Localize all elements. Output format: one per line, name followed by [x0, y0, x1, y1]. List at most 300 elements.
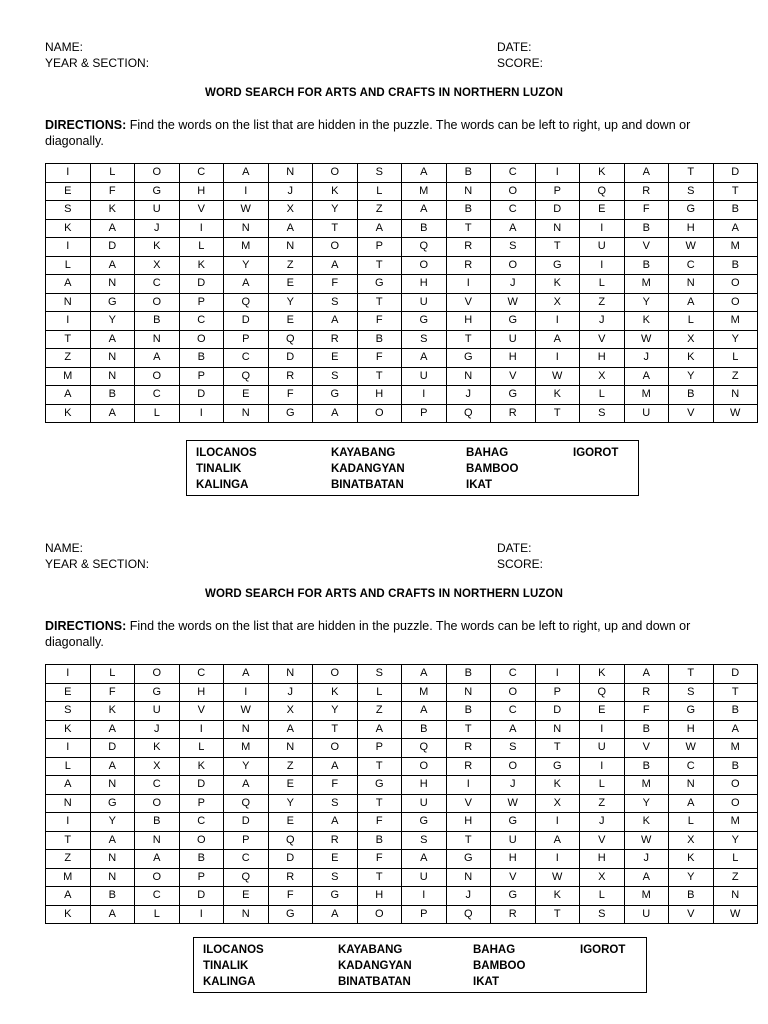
- grid-cell: B: [179, 850, 224, 869]
- grid-cell: B: [624, 219, 669, 238]
- grid-cell: R: [446, 739, 491, 758]
- grid-cell: S: [402, 831, 447, 850]
- grid-cell: G: [446, 349, 491, 368]
- grid-cell: A: [357, 219, 402, 238]
- grid-cell: I: [46, 238, 91, 257]
- grid-cell: N: [446, 683, 491, 702]
- grid-cell: O: [313, 238, 358, 257]
- grid-cell: N: [713, 887, 758, 906]
- grid-cell: N: [224, 404, 269, 423]
- grid-cell: B: [402, 219, 447, 238]
- grid-cell: O: [713, 776, 758, 795]
- grid-cell: Q: [402, 739, 447, 758]
- grid-cell: L: [179, 238, 224, 257]
- grid-cell: T: [535, 905, 580, 924]
- grid-cell: P: [179, 794, 224, 813]
- grid-cell: Z: [713, 868, 758, 887]
- grid-row: [46, 683, 758, 702]
- grid-cell: I: [46, 739, 91, 758]
- date-label: DATE:: [497, 541, 532, 555]
- grid-cell: C: [135, 386, 180, 405]
- grid-cell: Y: [268, 293, 313, 312]
- grid-cell: I: [535, 312, 580, 331]
- grid-cell: Q: [580, 683, 625, 702]
- grid-cell: U: [624, 905, 669, 924]
- grid-cell: N: [535, 720, 580, 739]
- grid-cell: S: [580, 905, 625, 924]
- grid-cell: M: [624, 275, 669, 294]
- grid-cell: B: [357, 831, 402, 850]
- grid-cell: Y: [713, 831, 758, 850]
- directions: [45, 618, 735, 650]
- score-label: SCORE:: [497, 56, 544, 70]
- grid-cell: R: [446, 256, 491, 275]
- grid-cell: C: [179, 665, 224, 684]
- grid-cell: F: [90, 683, 135, 702]
- grid-cell: H: [402, 275, 447, 294]
- grid-cell: D: [224, 312, 269, 331]
- grid-cell: B: [446, 164, 491, 183]
- grid-row: [46, 275, 758, 294]
- grid-cell: N: [90, 349, 135, 368]
- grid-row: [46, 813, 758, 832]
- grid-cell: X: [268, 201, 313, 220]
- grid-cell: A: [313, 404, 358, 423]
- grid-row: [46, 367, 758, 386]
- grid-cell: G: [90, 794, 135, 813]
- directions: [45, 117, 735, 149]
- grid-cell: T: [357, 293, 402, 312]
- grid-cell: C: [179, 813, 224, 832]
- grid-cell: G: [313, 887, 358, 906]
- grid-cell: B: [402, 720, 447, 739]
- grid-cell: G: [357, 776, 402, 795]
- grid-cell: A: [624, 164, 669, 183]
- grid-cell: K: [46, 905, 91, 924]
- grid-cell: A: [624, 367, 669, 386]
- grid-cell: W: [669, 739, 714, 758]
- grid-cell: E: [224, 887, 269, 906]
- grid-cell: I: [446, 776, 491, 795]
- grid-cell: K: [179, 757, 224, 776]
- grid-row: [46, 757, 758, 776]
- grid-cell: Q: [446, 905, 491, 924]
- grid-cell: B: [90, 887, 135, 906]
- grid-row: [46, 905, 758, 924]
- grid-cell: F: [357, 349, 402, 368]
- grid-cell: I: [46, 312, 91, 331]
- grid-cell: U: [491, 831, 536, 850]
- grid-cell: A: [90, 330, 135, 349]
- grid-cell: I: [179, 905, 224, 924]
- grid-cell: K: [46, 219, 91, 238]
- directions-lead: DIRECTIONS:: [45, 619, 127, 633]
- grid-cell: S: [357, 665, 402, 684]
- grid-cell: E: [268, 275, 313, 294]
- grid-cell: N: [446, 367, 491, 386]
- grid-cell: X: [669, 831, 714, 850]
- grid-cell: N: [90, 850, 135, 869]
- grid-cell: X: [535, 293, 580, 312]
- grid-cell: A: [402, 164, 447, 183]
- grid-cell: M: [224, 739, 269, 758]
- word-search-grid: [45, 664, 758, 924]
- grid-cell: U: [402, 794, 447, 813]
- grid-cell: X: [580, 367, 625, 386]
- grid-cell: A: [402, 702, 447, 721]
- worksheet-1: [0, 0, 768, 500]
- grid-cell: A: [90, 831, 135, 850]
- grid-cell: D: [90, 739, 135, 758]
- grid-cell: I: [402, 386, 447, 405]
- grid-cell: D: [535, 201, 580, 220]
- grid-cell: E: [268, 776, 313, 795]
- grid-cell: L: [713, 349, 758, 368]
- grid-cell: N: [713, 386, 758, 405]
- grid-cell: A: [135, 349, 180, 368]
- grid-cell: H: [580, 349, 625, 368]
- grid-cell: K: [90, 201, 135, 220]
- grid-cell: C: [669, 757, 714, 776]
- grid-cell: L: [90, 665, 135, 684]
- grid-cell: L: [46, 757, 91, 776]
- date-label: DATE:: [497, 40, 532, 54]
- grid-cell: O: [135, 794, 180, 813]
- grid-cell: M: [224, 238, 269, 257]
- grid-cell: A: [624, 665, 669, 684]
- grid-cell: T: [357, 868, 402, 887]
- grid-cell: T: [357, 256, 402, 275]
- grid-cell: E: [313, 850, 358, 869]
- grid-cell: I: [580, 720, 625, 739]
- grid-row: [46, 182, 758, 201]
- word-list-item: BAMBOO: [466, 463, 519, 475]
- grid-cell: A: [46, 275, 91, 294]
- grid-row: [46, 720, 758, 739]
- grid-cell: T: [713, 683, 758, 702]
- grid-cell: A: [135, 850, 180, 869]
- grid-cell: O: [135, 665, 180, 684]
- grid-cell: B: [446, 665, 491, 684]
- grid-cell: B: [624, 720, 669, 739]
- grid-cell: P: [224, 831, 269, 850]
- grid-cell: Q: [224, 794, 269, 813]
- grid-cell: E: [580, 201, 625, 220]
- grid-cell: Z: [46, 850, 91, 869]
- grid-cell: G: [491, 386, 536, 405]
- grid-cell: A: [402, 349, 447, 368]
- grid-cell: Y: [313, 702, 358, 721]
- directions-text: Find the words on the list that are hidden in the puzzle. The words can be left to right, up and down or diagonally.: [45, 118, 691, 148]
- grid-cell: U: [402, 868, 447, 887]
- grid-cell: A: [90, 720, 135, 739]
- grid-cell: B: [624, 757, 669, 776]
- grid-cell: T: [446, 720, 491, 739]
- grid-cell: Y: [713, 330, 758, 349]
- grid-cell: S: [46, 201, 91, 220]
- grid-cell: I: [535, 164, 580, 183]
- grid-row: [46, 386, 758, 405]
- grid-cell: T: [446, 330, 491, 349]
- grid-cell: V: [491, 868, 536, 887]
- directions-lead: DIRECTIONS:: [45, 118, 127, 132]
- grid-cell: O: [313, 739, 358, 758]
- grid-cell: O: [135, 293, 180, 312]
- grid-cell: P: [357, 238, 402, 257]
- grid-cell: S: [357, 164, 402, 183]
- grid-cell: N: [446, 182, 491, 201]
- grid-cell: H: [491, 349, 536, 368]
- grid-cell: A: [90, 404, 135, 423]
- grid-cell: I: [46, 813, 91, 832]
- grid-cell: W: [224, 201, 269, 220]
- grid-cell: N: [46, 293, 91, 312]
- grid-cell: U: [402, 293, 447, 312]
- grid-cell: J: [580, 813, 625, 832]
- grid-cell: N: [135, 330, 180, 349]
- word-list-item: BINATBATAN: [338, 976, 411, 988]
- word-list-box: [193, 937, 647, 993]
- grid-cell: F: [268, 386, 313, 405]
- grid-cell: L: [669, 813, 714, 832]
- grid-cell: F: [624, 702, 669, 721]
- grid-cell: G: [357, 275, 402, 294]
- grid-cell: S: [313, 293, 358, 312]
- grid-cell: Z: [357, 201, 402, 220]
- grid-cell: T: [46, 831, 91, 850]
- grid-cell: N: [135, 831, 180, 850]
- directions-text: Find the words on the list that are hidden in the puzzle. The words can be left to right, up and down or diagonally.: [45, 619, 691, 649]
- grid-cell: I: [46, 164, 91, 183]
- grid-cell: R: [491, 404, 536, 423]
- grid-cell: H: [179, 182, 224, 201]
- grid-cell: O: [491, 757, 536, 776]
- grid-cell: A: [313, 905, 358, 924]
- grid-cell: G: [402, 312, 447, 331]
- grid-row: [46, 404, 758, 423]
- grid-row: [46, 887, 758, 906]
- grid-cell: I: [179, 720, 224, 739]
- grid-cell: H: [669, 219, 714, 238]
- grid-cell: W: [713, 404, 758, 423]
- grid-cell: B: [135, 813, 180, 832]
- grid-row: [46, 238, 758, 257]
- grid-cell: U: [402, 367, 447, 386]
- grid-cell: J: [624, 850, 669, 869]
- grid-cell: Y: [224, 757, 269, 776]
- grid-cell: K: [669, 349, 714, 368]
- grid-cell: L: [580, 887, 625, 906]
- grid-cell: A: [491, 219, 536, 238]
- grid-cell: W: [713, 905, 758, 924]
- grid-cell: G: [491, 312, 536, 331]
- grid-cell: N: [446, 868, 491, 887]
- grid-cell: H: [446, 312, 491, 331]
- grid-cell: P: [402, 905, 447, 924]
- grid-cell: V: [669, 404, 714, 423]
- grid-cell: J: [446, 386, 491, 405]
- grid-cell: H: [580, 850, 625, 869]
- grid-cell: V: [446, 794, 491, 813]
- grid-cell: K: [669, 850, 714, 869]
- grid-cell: G: [268, 404, 313, 423]
- grid-cell: C: [491, 702, 536, 721]
- grid-cell: F: [313, 776, 358, 795]
- grid-cell: J: [268, 683, 313, 702]
- grid-cell: C: [224, 850, 269, 869]
- grid-cell: A: [402, 665, 447, 684]
- grid-cell: I: [402, 887, 447, 906]
- grid-cell: T: [357, 757, 402, 776]
- grid-cell: B: [446, 201, 491, 220]
- grid-cell: L: [90, 164, 135, 183]
- grid-row: [46, 776, 758, 795]
- grid-cell: J: [135, 720, 180, 739]
- grid-cell: F: [313, 275, 358, 294]
- grid-cell: F: [268, 887, 313, 906]
- word-list-item: IKAT: [466, 479, 492, 491]
- grid-cell: Z: [268, 256, 313, 275]
- grid-cell: A: [669, 293, 714, 312]
- grid-cell: M: [46, 367, 91, 386]
- grid-row: [46, 219, 758, 238]
- grid-cell: Y: [313, 201, 358, 220]
- grid-row: [46, 739, 758, 758]
- grid-cell: R: [313, 831, 358, 850]
- grid-cell: U: [580, 739, 625, 758]
- grid-cell: Z: [580, 794, 625, 813]
- grid-cell: D: [90, 238, 135, 257]
- word-list-item: KAYABANG: [338, 944, 403, 956]
- grid-cell: L: [580, 776, 625, 795]
- grid-cell: V: [580, 330, 625, 349]
- grid-cell: M: [713, 739, 758, 758]
- grid-cell: A: [313, 312, 358, 331]
- word-list-item: BAHAG: [473, 944, 516, 956]
- grid-cell: T: [669, 164, 714, 183]
- grid-cell: A: [46, 386, 91, 405]
- grid-cell: L: [357, 182, 402, 201]
- grid-cell: N: [224, 720, 269, 739]
- grid-cell: V: [580, 831, 625, 850]
- grid-cell: A: [313, 757, 358, 776]
- grid-cell: U: [135, 702, 180, 721]
- grid-cell: D: [179, 386, 224, 405]
- grid-row: [46, 702, 758, 721]
- grid-cell: C: [179, 312, 224, 331]
- grid-cell: I: [535, 850, 580, 869]
- grid-cell: K: [313, 182, 358, 201]
- grid-cell: O: [357, 905, 402, 924]
- grid-cell: B: [446, 702, 491, 721]
- grid-row: [46, 312, 758, 331]
- word-list-box: [186, 440, 639, 496]
- word-list-item: IGOROT: [580, 944, 626, 956]
- grid-cell: N: [268, 238, 313, 257]
- grid-cell: K: [135, 739, 180, 758]
- grid-cell: I: [535, 665, 580, 684]
- grid-cell: Z: [357, 702, 402, 721]
- grid-cell: Y: [669, 868, 714, 887]
- grid-cell: O: [135, 367, 180, 386]
- grid-cell: N: [46, 794, 91, 813]
- grid-cell: N: [224, 905, 269, 924]
- word-list-item: IGOROT: [573, 447, 619, 459]
- word-list-item: ILOCANOS: [203, 944, 264, 956]
- grid-cell: H: [357, 386, 402, 405]
- grid-cell: J: [446, 887, 491, 906]
- grid-row: [46, 794, 758, 813]
- grid-cell: W: [224, 702, 269, 721]
- grid-cell: I: [535, 813, 580, 832]
- grid-cell: A: [713, 219, 758, 238]
- grid-cell: M: [624, 386, 669, 405]
- grid-cell: L: [357, 683, 402, 702]
- grid-cell: K: [624, 312, 669, 331]
- grid-cell: C: [135, 887, 180, 906]
- grid-cell: N: [90, 776, 135, 795]
- grid-cell: K: [580, 164, 625, 183]
- grid-cell: E: [46, 683, 91, 702]
- grid-cell: I: [179, 404, 224, 423]
- grid-cell: C: [491, 164, 536, 183]
- grid-cell: G: [491, 887, 536, 906]
- grid-cell: L: [135, 404, 180, 423]
- grid-cell: S: [669, 683, 714, 702]
- grid-cell: V: [624, 238, 669, 257]
- grid-cell: W: [535, 868, 580, 887]
- worksheet-2: [0, 501, 768, 1001]
- grid-cell: P: [535, 683, 580, 702]
- grid-cell: G: [90, 293, 135, 312]
- grid-cell: K: [535, 386, 580, 405]
- grid-row: [46, 256, 758, 275]
- grid-cell: P: [224, 330, 269, 349]
- word-list-item: KADANGYAN: [338, 960, 412, 972]
- grid-cell: S: [669, 182, 714, 201]
- grid-cell: K: [46, 404, 91, 423]
- word-list-item: IKAT: [473, 976, 499, 988]
- grid-cell: J: [580, 312, 625, 331]
- grid-cell: S: [313, 794, 358, 813]
- grid-cell: F: [357, 813, 402, 832]
- grid-cell: R: [446, 757, 491, 776]
- grid-cell: C: [224, 349, 269, 368]
- grid-cell: G: [135, 182, 180, 201]
- grid-cell: B: [669, 386, 714, 405]
- grid-cell: Y: [669, 367, 714, 386]
- name-label: NAME:: [45, 541, 84, 555]
- grid-cell: Z: [580, 293, 625, 312]
- grid-cell: R: [491, 905, 536, 924]
- grid-cell: P: [535, 182, 580, 201]
- grid-cell: A: [224, 164, 269, 183]
- grid-cell: Y: [624, 293, 669, 312]
- grid-cell: H: [357, 887, 402, 906]
- grid-cell: K: [179, 256, 224, 275]
- grid-cell: A: [402, 850, 447, 869]
- grid-cell: X: [135, 256, 180, 275]
- word-list-item: KADANGYAN: [331, 463, 405, 475]
- grid-row: [46, 868, 758, 887]
- grid-cell: O: [402, 757, 447, 776]
- grid-cell: V: [624, 739, 669, 758]
- grid-cell: D: [179, 275, 224, 294]
- grid-cell: O: [491, 182, 536, 201]
- grid-cell: Q: [268, 330, 313, 349]
- grid-cell: E: [268, 813, 313, 832]
- worksheet-title: WORD SEARCH FOR ARTS AND CRAFTS IN NORTHERN LUZON: [205, 87, 563, 99]
